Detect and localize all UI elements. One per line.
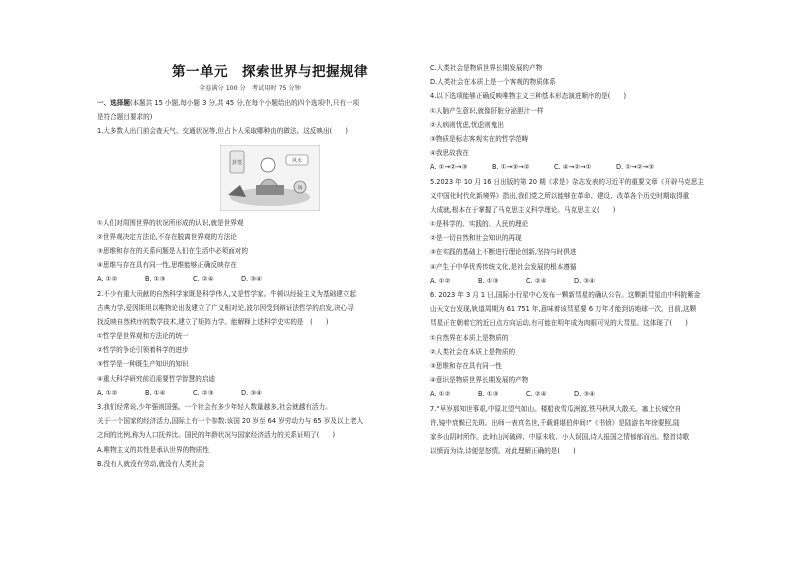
q1-choice-a[interactable]: A. ①② [97,275,118,284]
q6-option-4: ④意识是物质世界长期发展的产物 [430,376,529,385]
q4-choices [430,160,730,174]
q5-stem-1: 5.2023 年 10 月 16 日出版的第 20 期《求是》杂志发表的习近平的重要文章《开辟马克思主 [430,177,704,186]
q7-stem-3: 家乡山阴时所作。此时山河破碎、中原未收、小人误国,诗人报国之情郁郁而出。整首诗歌 [430,432,690,441]
q2-choices [97,386,419,400]
q6-choice-d[interactable]: D. ③④ [574,390,596,399]
cartoon-label-fengshui: 风水 [291,158,303,164]
q3-stem-1: 3.我们经常说,少年强则国强。一个社会有多少年轻人数量越多,社会就越有活力。 [97,403,332,411]
q5-choice-c[interactable]: C. ②④ [526,276,547,285]
q4-option-1: ①人脑产生意识,就像肝脏分泌胆汁一样 [430,106,544,115]
q2-stem-3: 找反映自然秩序的数学技术,建立了矩阵力学。能解释上述科学史实的是 ( ) [97,317,329,326]
q1-option-3: ③思维和存在的关系问题是人们在生活中必须面对的 [97,246,248,255]
q1-option-1: ①人们对周围世界的状况所形成的认识,就是世界观 [97,218,244,227]
q5-option-1: ①是科学的、实践的、人民的理论 [430,220,529,229]
q3-stem-3: 之间的比例,称为人口抚养比。国民的年龄状况与国家经济活力的关系证明了( ) [97,431,336,440]
q6-option-2: ②人类社会在本质上是物质的 [430,347,516,356]
fortune-teller-cartoon [220,145,320,211]
q3-option-d[interactable]: D.人类社会在本质上是一个客观的物质体系 [430,78,556,87]
q4-choice-c[interactable]: C. ④→②→① [554,163,592,172]
q2-option-3: ③哲学是一种既生产知识的知识 [97,360,189,369]
q4-choice-b[interactable]: B. ①→③→② [492,163,530,172]
q5-stem-3: 大成就,根本在于掌握了马克思主义科学理论。马克思主义( ) [430,205,616,214]
q5-stem-2: 义中国化时代化新境界》指出,我们党之所以能够在革命、建设、改革各个历史时期取得重 [430,191,690,200]
right-column [430,61,730,458]
q4-option-4: ④我思故我在 [430,149,469,158]
q5-option-2: ②是一切自然和社会知识的再现 [430,234,522,243]
q1-choices [97,272,419,286]
q1-choice-d[interactable]: D. ③④ [241,275,263,284]
q6-stem-1: 6. 2023 年 3 月 1 日,国际小行星中心发布一颗新彗星的确认公告。这颗新彗星由中科院紫金 [430,291,701,299]
q3-option-b[interactable]: B.没有人就没有劳动,就没有人类社会 [97,459,205,468]
q2-stem-2: 古典力学,爱因斯坦以唯物论出发建立了广义相对论,波尔因受到辩证法哲学的启发,决心寻 [97,303,354,312]
q5-choices [430,274,730,288]
q6-option-1: ①自然界在本质上是物质的 [430,333,509,342]
q6-stem-3: 彗星正在朝着它的近日点方向运动,有可能在明年成为肉眼可见的大彗星。这体现了( ) [430,319,688,328]
exam-meta: 全卷满分 100 分 考试用时 75 分钟 [199,85,301,92]
q1-option-2: ②世界观决定方法论,不存在脱离世界观的方法论 [97,232,237,241]
q1-option-4: ④思维与存在具有同一性,思维能够正确反映存在 [97,261,237,270]
q6-choice-b[interactable]: B. ①③ [478,390,499,399]
section-instruction-text: (本题共 15 小题,每小题 3 分,共 45 分,在每个小题给出的四个选项中,只有一项 [129,99,360,107]
q4-stem: 4.以下选项能够正确反映唯物主义三种基本形态演进顺序的是( ) [430,92,627,101]
section-heading: 一、选择题 [97,99,130,107]
q2-option-2: ②哲学的争论引领着科学的进步 [97,346,189,355]
q7-stem-2: 许,镜中衰鬓已先斑。出师一表真名世,千载谁堪伯仲间!”《书愤》是陆游名年徐要照,陆 [430,418,680,427]
q2-choice-c[interactable]: C. ②③ [193,388,214,397]
q2-choice-d[interactable]: D. ③④ [241,388,263,397]
q4-choice-a[interactable]: A. ①→②→③ [430,163,468,172]
q5-option-4: ④产生于中华优秀传统文化,是社会发展的根本遵循 [430,262,577,271]
q5-option-3: ③在实践的基础上不断进行理论创新,坚持与时俱进 [430,248,577,257]
q2-choice-b[interactable]: B. ①④ [145,388,166,397]
q5-choice-b[interactable]: B. ①③ [478,276,499,285]
q1-choice-c[interactable]: C. ②④ [193,275,214,284]
q6-option-3: ③思维和存在具有同一性 [430,361,502,370]
q2-stem-1: 2.不少有重大贡献的自然科学家既是科学伟人,又是哲学家。牛顿以经验主义为基础建立起 [97,289,356,298]
section-instruction-line-1 [97,96,419,110]
q4-option-2: ②人病则忧虑,忧虑则鬼出 [430,120,504,129]
q6-choice-c[interactable]: C. ②④ [526,390,547,399]
cartoon-label-sign: 卦签 [231,160,243,166]
q1-choice-b[interactable]: B. ①③ [145,275,166,284]
page-title: 第一单元 探索世界与把握规律 [172,64,368,80]
section-instruction-line-2: 是符合题目要求的) [97,113,153,122]
q5-choice-a[interactable]: A. ①② [430,276,451,285]
q7-stem-1: 7.“早岁那知世事艰,中原北望气如山。楼船夜雪瓜洲渡,铁马秋风大散关。塞上长城空自 [430,404,682,413]
q4-choice-d[interactable]: D. ①→②→③ [616,163,655,172]
q7-stem-4: 以愤而为诗,诗便是怒情。对此理解正确的是( ) [430,447,576,456]
q6-choices [430,387,730,401]
q6-stem-2: 山天文台发现,轨道周期为 61 751 年,意味着该彗星要 6 万年才能到访地球一次。目前,这颗 [430,305,697,314]
q3-option-c[interactable]: C.人类社会是物质世界长期发展的产物 [430,64,543,72]
q1-stem: 1.大多数人出门前会查天气、交通状况等,但占卜人采取哪种由的做法。这反映出( ) [97,127,348,136]
q5-choice-d[interactable]: D. ③④ [574,276,596,285]
q2-option-1: ①哲学是世界观和方法论的统一 [97,332,189,341]
q2-choice-a[interactable]: A. ①② [97,388,118,397]
q4-option-3: ③物质是标志客观实在的哲学范畴 [430,134,529,143]
cartoon-label-coin: 钱 [297,186,303,191]
q6-choice-a[interactable]: A. ①② [430,390,451,399]
q3-option-a[interactable]: A.唯物主义的共性是承认世界的物质性 [97,445,209,454]
q2-option-4: ④重大科学研究前沿需要哲学智慧的启迪 [97,374,216,383]
q3-stem-2: 关于一个国家的经济活力,国际上有一个参数:该国 20 岁至 64 岁劳动力与 65 岁及以上老人 [97,417,364,426]
